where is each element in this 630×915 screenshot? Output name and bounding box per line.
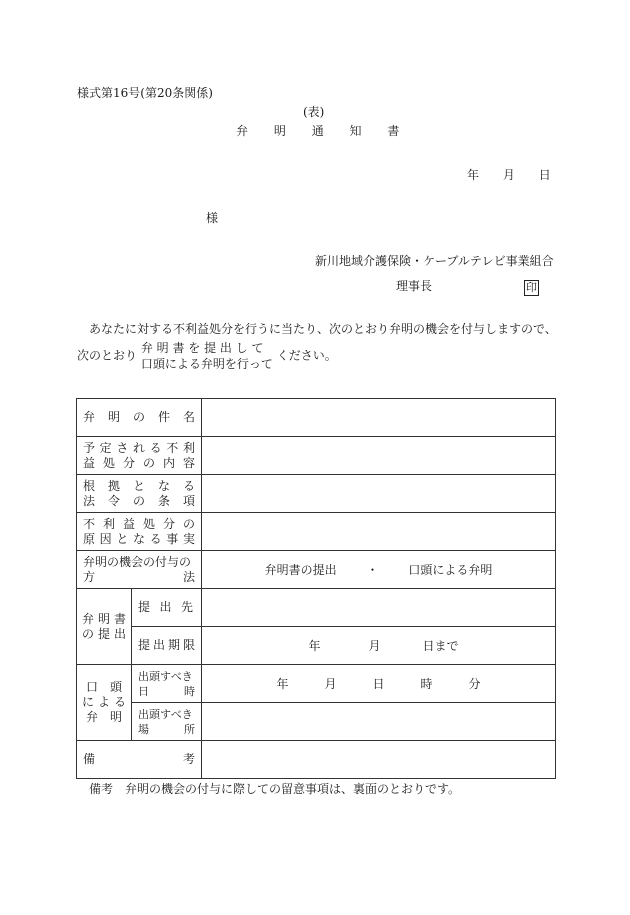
label-written-group: 弁 明 書 の 提 出	[77, 589, 132, 665]
issue-date: 年 月 日	[467, 168, 551, 182]
label-expected-disposition: 予 定 さ れ る 不 利 益 処 分 の 内 容	[77, 437, 202, 475]
field-submit-to[interactable]	[202, 589, 556, 627]
page-title: 弁 明 通 知 書	[236, 124, 400, 138]
label-appear-datetime: 出頭すべき 日 時	[132, 665, 202, 703]
side-indicator: (表)	[303, 105, 325, 119]
row-case-name	[77, 399, 556, 437]
field-legal-basis[interactable]	[202, 475, 556, 513]
field-remarks[interactable]	[202, 741, 556, 779]
row-appear-datetime	[77, 665, 556, 703]
label-cause-facts: 不 利 益 処 分 の 原 因 と な る 事 実	[77, 513, 202, 551]
field-appear-datetime[interactable]: 年 月 日 時 分	[202, 665, 556, 703]
option-oral: 口頭による弁明を行って	[140, 357, 273, 371]
body-line-2: 次のとおり 弁 明 書 を 提 出 し て 口頭による弁明を行って ください。	[77, 341, 337, 371]
method-separator: ・	[366, 563, 379, 577]
seal-mark: 印	[526, 281, 537, 294]
field-cause-facts[interactable]	[202, 513, 556, 551]
form-number: 様式第16号(第20条関係)	[77, 86, 213, 100]
option-written: 弁 明 書 を 提 出 し て	[140, 341, 264, 355]
method-oral: 口頭による弁明	[408, 563, 493, 577]
row-cause-facts	[77, 513, 556, 551]
notice-table	[76, 398, 556, 779]
label-method: 弁明の機会の付与の 方 法	[77, 551, 202, 589]
body-line-1: あなたに対する不利益処分を行うに当たり、次のとおり弁明の機会を付与しますので、	[89, 322, 557, 336]
label-oral-group: 口 頭 に よ る 弁 明	[77, 665, 132, 741]
field-appear-place[interactable]	[202, 703, 556, 741]
row-legal-basis	[77, 475, 556, 513]
issuer-position: 理事長	[396, 279, 433, 293]
row-remarks	[77, 741, 556, 779]
label-appear-place: 出頭すべき 場 所	[132, 703, 202, 741]
field-expected-disposition[interactable]	[202, 437, 556, 475]
label-submit-to: 提 出 先	[132, 589, 202, 627]
label-remarks: 備 考	[77, 741, 202, 779]
addressee-suffix: 様	[206, 211, 219, 225]
row-appear-place	[77, 703, 556, 741]
row-submit-to	[77, 589, 556, 627]
footer-note: 備考 弁明の機会の付与に際しての留意事項は、裏面のとおりです。	[89, 782, 461, 796]
option-stack	[141, 340, 273, 372]
row-deadline	[77, 627, 556, 665]
label-case-name: 弁 明 の 件 名	[77, 399, 202, 437]
row-expected-disposition	[77, 437, 556, 475]
label-legal-basis: 根 拠 と な る 法 令 の 条 項	[77, 475, 202, 513]
issuer-organization: 新川地域介護保険・ケーブルテレビ事業組合	[315, 254, 554, 268]
label-deadline: 提 出 期 限	[132, 627, 202, 665]
row-method	[77, 551, 556, 589]
method-written: 弁明書の提出	[264, 563, 337, 577]
field-method[interactable]	[202, 551, 556, 589]
field-deadline[interactable]: 年 月 日まで	[202, 627, 556, 665]
field-case-name[interactable]	[202, 399, 556, 437]
